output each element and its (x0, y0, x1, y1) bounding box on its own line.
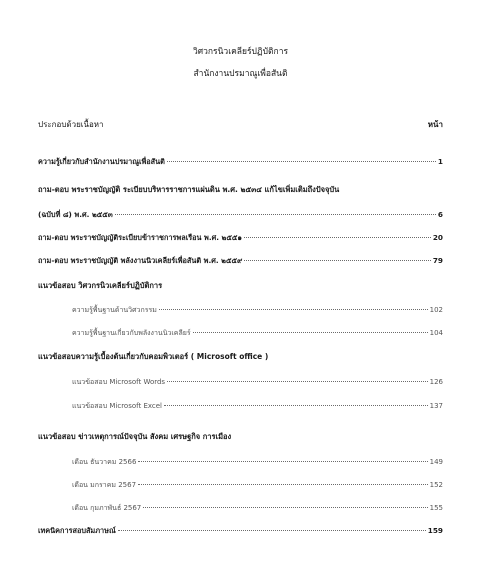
toc-entry-text: ความรู้พื้นฐานเกี่ยวกับพลังงานนิวเคลียร์ (72, 329, 191, 337)
dot-leader (159, 309, 428, 310)
toc-entry-text: แนวข้อสอบ Microsoft Excel (72, 402, 162, 410)
contents-heading: ประกอบด้วยเนื้อหา (38, 120, 104, 129)
toc-entry-page: 137 (429, 402, 443, 410)
toc-subentry (72, 503, 443, 513)
toc-entry (38, 526, 443, 536)
dot-leader (118, 530, 426, 531)
toc-subentry (72, 457, 443, 467)
page-heading: หน้า (427, 120, 443, 129)
dot-leader (138, 484, 428, 485)
toc-entry (38, 157, 443, 167)
section-heading: แนวข้อสอบ วิศวกรนิวเคลียร์ปฏิบัติการ (38, 281, 163, 290)
dot-leader (164, 405, 428, 406)
toc-entry-page: 149 (429, 458, 443, 466)
dot-leader (143, 507, 427, 508)
toc-entry-text: เทคนิคการสอบสัมภาษณ์ (38, 526, 116, 535)
toc-entry-page: 102 (429, 306, 443, 314)
toc-entry-text: เดือน กุมภาพันธ์ 2567 (72, 504, 142, 512)
toc-entry-text: ความรู้เกี่ยวกับสำนักงานปรมาณูเพื่อสันติ (38, 157, 165, 166)
dot-leader (244, 260, 430, 261)
toc-subentry (72, 401, 443, 411)
toc-entry-page: 159 (427, 526, 443, 535)
document-subtitle: สำนักงานปรมาณูเพื่อสันติ (193, 69, 288, 79)
dot-leader (115, 214, 436, 215)
toc-entry (38, 233, 443, 243)
toc-subentry (72, 480, 443, 490)
toc-entry-page: 104 (429, 329, 443, 337)
dot-leader (193, 332, 428, 333)
toc-entry-page: 126 (429, 378, 443, 386)
dot-leader (167, 161, 436, 162)
section-heading: แนวข้อสอบความรู้เบื้องต้นเกี่ยวกับคอมพิวเตอร์ ( Microsoft office ) (38, 352, 269, 361)
toc-entry-page: 6 (437, 210, 443, 219)
toc-subentry (72, 328, 443, 338)
toc-entry-page: 155 (429, 504, 443, 512)
document-title: วิศวกรนิวเคลียร์ปฏิบัติการ (192, 47, 289, 57)
section-heading: แนวข้อสอบ ข่าวเหตุการณ์ปัจจุบัน สังคม เศรษฐกิจ การเมือง (38, 432, 232, 441)
toc-subentry (72, 377, 443, 387)
toc-entry-page: 79 (432, 256, 443, 265)
toc-subentry (72, 305, 443, 315)
toc-entry-text: (ฉบับที่ ๘) พ.ศ. ๒๕๕๓ (38, 210, 113, 219)
dot-leader (138, 461, 427, 462)
toc-entry-text: ถาม-ตอบ พระราชบัญญัติระเบียบข้าราชการพลเรือน พ.ศ. ๒๕๕๑ (38, 233, 243, 242)
toc-entry-text: ถาม-ตอบ พระราชบัญญัติ พลังงานนิวเคลียร์เพื่อสันติ พ.ศ. ๒๕๕๙ (38, 256, 243, 265)
toc-entry-text: เดือน ธันวาคม 2566 (72, 458, 137, 466)
dot-leader (167, 381, 428, 382)
dot-leader (244, 237, 431, 238)
toc-entry (38, 210, 443, 220)
toc-entry-page: 20 (432, 233, 443, 242)
toc-entry-page: 1 (437, 157, 443, 166)
toc-entry-line1: ถาม-ตอบ พระราชบัญญัติ ระเบียบบริหารราชการแผ่นดิน พ.ศ. ๒๕๓๔ แก้ไขเพิ่มเติมถึงปัจจุบัน (38, 185, 340, 194)
toc-entry-page: 152 (429, 481, 443, 489)
toc-entry-text: เดือน มกราคม 2567 (72, 481, 137, 489)
toc-entry (38, 256, 443, 266)
toc-entry-text: ความรู้พื้นฐานด้านวิศวกรรม (72, 306, 157, 314)
toc-entry-text: แนวข้อสอบ Microsoft Words (72, 378, 166, 386)
